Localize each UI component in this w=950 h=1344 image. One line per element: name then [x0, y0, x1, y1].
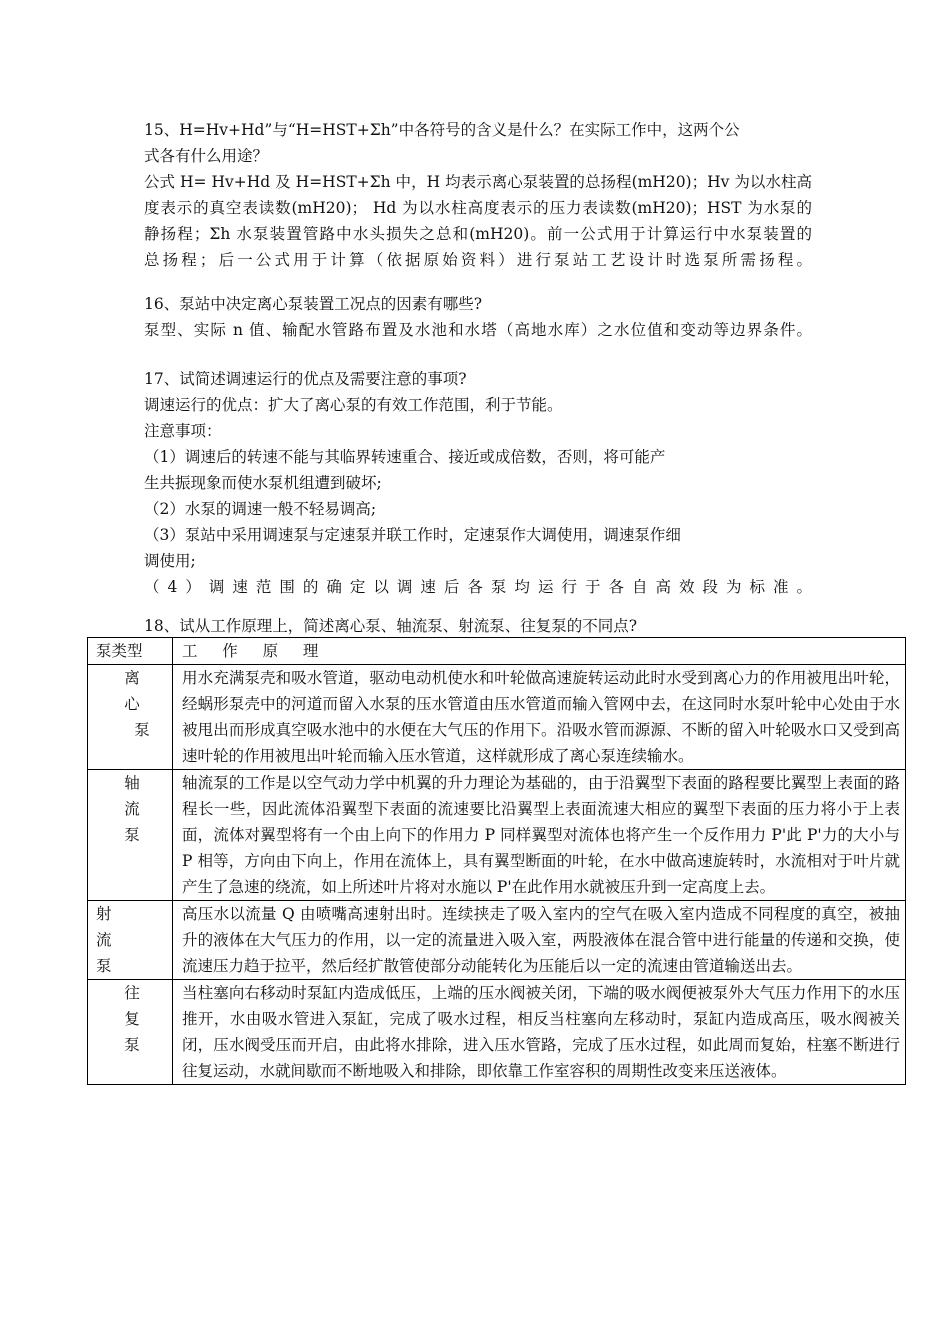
question-18-text: 18、试从工作原理上，简述离心泵、轴流泵、射流泵、往复泵的不同点? [144, 617, 638, 635]
pump-principle-table [87, 637, 906, 1085]
table-header-row [88, 638, 906, 665]
answer-17-note-3-line-2: 调使用; [144, 552, 196, 570]
answer-17-note-1-line-1: （1）调速后的转速不能与其临界转速重合、接近或成倍数，否则，将可能产 [144, 448, 666, 466]
pump-type-char: 射 [96, 905, 112, 923]
pump-type-jet [88, 901, 173, 980]
answer-17-note-2: （2）水泵的调速一般不轻易调高; [144, 500, 377, 518]
question-18-block [144, 613, 812, 639]
header-work-principle: 工作原理 [173, 638, 906, 665]
pump-type-char: 心 [124, 695, 140, 713]
pump-type-reciprocating [88, 980, 173, 1085]
answer-17-advantage: 调速运行的优点：扩大了离心泵的有效工作范围，利于节能。 [144, 396, 563, 414]
answer-15-line-2: 度表示的真空表读数(mH20)； Hd 为以水柱高度表示的压力表读数(mH20)；HST 为水泵的 [144, 199, 812, 217]
pump-type-char: 泵 [124, 1036, 140, 1054]
table-row-axial [88, 770, 906, 901]
principle-centrifugal: 用水充满泵壳和吸水管道，驱动电动机使水和叶轮做高速旋转运动此时水受到离心力的作用被甩出叶轮，经蜗形泵壳中的河道而留入水泵的压水管道由压水管道而输入管网中去，在这同时水泵叶轮中心处由于水被甩出而形成真空吸水池中的水便在大气压的作用下。沿吸水管而源源、不断的留入叶轮吸水口又受到高速叶轮的作用被甩出叶轮而输入压水管道，这样就形成了离心泵连续输水。 [173, 665, 906, 770]
pump-type-char: 泵 [96, 957, 112, 975]
pump-type-char: 轴 [124, 774, 140, 792]
question-16-text: 16、泵站中决定离心泵装置工况点的因素有哪些? [144, 295, 483, 313]
pump-type-centrifugal [88, 665, 173, 770]
answer-15-line-4: 总扬程；后一公式用于计算（依据原始资料）进行泵站工艺设计时选泵所需扬程。 [144, 251, 812, 269]
pump-type-char: 复 [124, 1010, 140, 1028]
answer-16-text: 泵型、实际 n 值、输配水管路布置及水池和水塔（高地水库）之水位值和变动等边界条件。 [144, 321, 812, 339]
question-17-block [144, 366, 812, 600]
header-pump-type: 泵类型 [88, 638, 173, 665]
answer-15-line-1: 公式 H= Hv+Hd 及 H=HST+Σh 中，H 均表示离心泵装置的总扬程(mH20)；Hv 为以水柱高 [144, 173, 812, 191]
principle-reciprocating: 当柱塞向右移动时泵缸内造成低压，上端的压水阀被关闭，下端的吸水阀便被泵外大气压力作用下的水压推开，水由吸水管进入泵缸，完成了吸水过程，相反当柱塞向左移动时，泵缸内造成高压，吸水阀被关闭，压水阀受压而开启，由此将水排除，进入压水管路，完成了压水过程，如此周而复始，柱塞不断进行往复运动，水就间歇而不断地吸入和排除，即依靠工作室容积的周期性改变来压送液体。 [173, 980, 906, 1085]
pump-type-char: 泵 [124, 826, 140, 844]
question-17-text: 17、试简述调速运行的优点及需要注意的事项? [144, 370, 467, 388]
answer-17-notes-label: 注意事项： [144, 422, 222, 440]
question-15-line-2: 式各有什么用途？ [144, 147, 269, 165]
answer-15-line-3: 静扬程；Σh 水泵装置管路中水头损失之总和(mH20)。前一公式用于计算运行中水泵装置的 [144, 225, 812, 243]
pump-type-char: 往 [124, 984, 140, 1002]
principle-jet: 高压水以流量 Q 由喷嘴高速射出时。连续挟走了吸入室内的空气在吸入室内造成不同程度的真空，被抽升的液体在大气压力的作用，以一定的流量进入吸入室，两股液体在混合管中进行能量的传递和交换，使流速压力趋于拉平，然后经扩散管使部分动能转化为压能后以一定的流速由管道输送出去。 [173, 901, 906, 980]
table-row-centrifugal [88, 665, 906, 770]
pump-type-axial [88, 770, 173, 901]
principle-axial: 轴流泵的工作是以空气动力学中机翼的升力理论为基础的，由于沿翼型下表面的路程要比翼型上表面的路程长一些，因此流体沿翼型下表面的流速要比沿翼型上表面流速大相应的翼型下表面的压力将小于上表面，流体对翼型将有一个由上向下的作用力 P 同样翼型对流体也将产生一个反作用力 P'此 P'力的大小与 P 相等，方向由下向上，作用在流体上，具有翼型断面的叶轮，在水中做高速旋转时，水流相对于叶片就产生了急速的绕流，如上所述叶片将对水施以 P'在此作用水就被压升到一定高度上去。 [173, 770, 906, 901]
answer-17-note-3-line-1: （3）泵站中采用调速泵与定速泵并联工作时，定速泵作大调使用，调速泵作细 [144, 526, 681, 544]
question-15-line-1: 15、H=Hv+Hd”与“H=HST+Σh”中各符号的含义是什么？在实际工作中，这两个公 [144, 121, 740, 139]
table-row-reciprocating [88, 980, 906, 1085]
question-16-block [144, 291, 812, 343]
question-15-block [144, 117, 812, 273]
answer-17-note-1-line-2: 生共振现象而使水泵机组遭到破坏; [144, 474, 382, 492]
answer-17-note-4: （4）调速范围的确定以调速后各泵均运行于各自高效段为标准。 [144, 578, 812, 596]
table-row-jet [88, 901, 906, 980]
pump-type-char: 流 [96, 931, 112, 949]
pump-type-char: 离 [124, 669, 140, 687]
pump-type-char: 流 [124, 800, 140, 818]
pump-type-char: 泵 [134, 721, 150, 739]
